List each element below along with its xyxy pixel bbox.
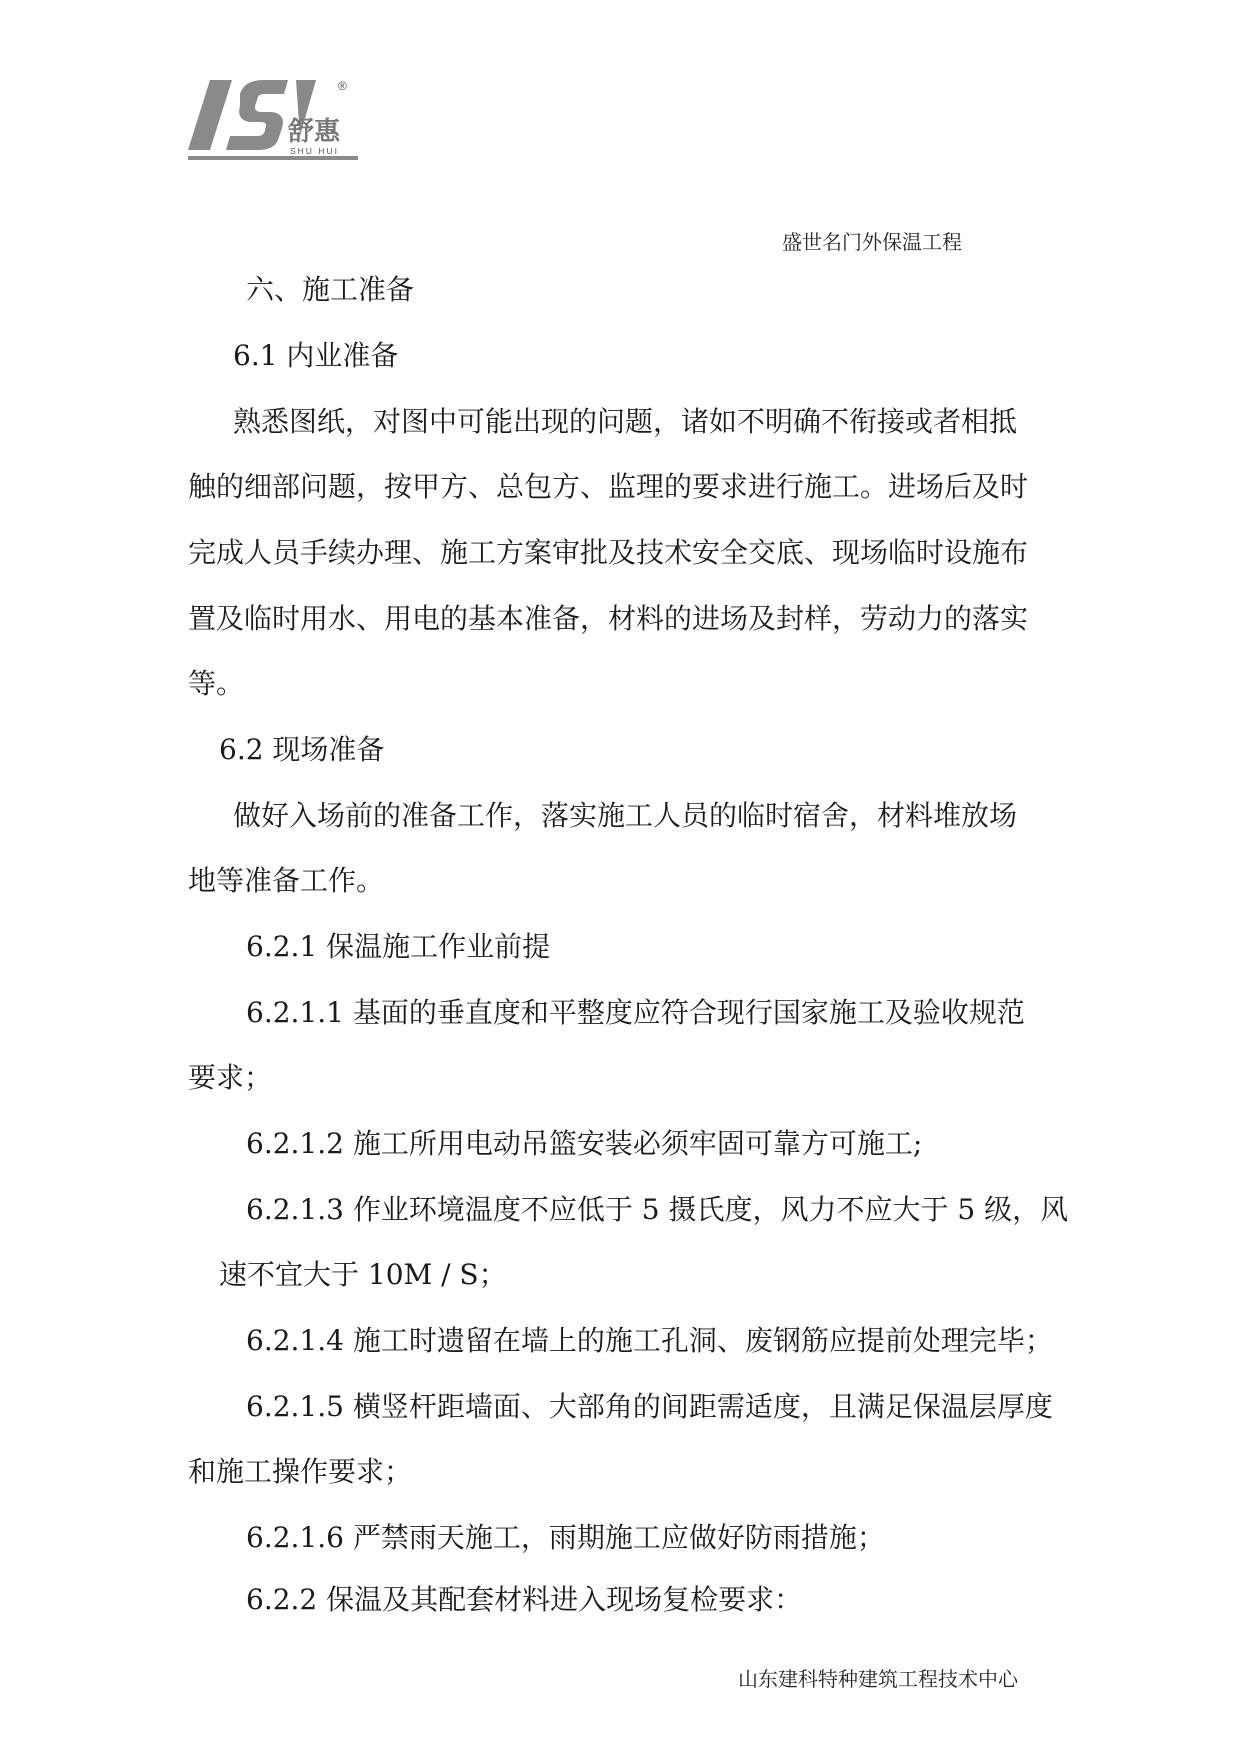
list-item: 速不宜大于 10M / S； — [219, 1258, 507, 1291]
list-item: 6.2.1.6 严禁雨天施工，雨期施工应做好防雨措施； — [246, 1521, 885, 1554]
paragraph-line: 触的细部问题，按甲方、总包方、监理的要求进行施工。进场后及时 — [188, 470, 1029, 503]
paragraph-line: 熟悉图纸，对图中可能出现的问题，诸如不明确不衔接或者相抵 — [233, 405, 1018, 438]
list-item: 6.2.1.2 施工所用电动吊篮安装必须牢固可靠方可施工; — [246, 1127, 923, 1160]
paragraph-line: 置及临时用水、用电的基本准备，材料的进场及封样，劳动力的落实 — [188, 602, 1029, 635]
list-item: 和施工操作要求； — [188, 1455, 413, 1488]
list-item: 6.2.1.4 施工时遗留在墙上的施工孔洞、废钢筋应提前处理完毕； — [246, 1324, 1053, 1357]
section-heading: 六、施工准备 — [246, 273, 415, 306]
subsection-heading: 6.2.2 保温及其配套材料进入现场复检要求： — [246, 1583, 803, 1616]
paragraph-line: 完成人员手续办理、施工方案审批及技术安全交底、现场临时设施布 — [188, 536, 1029, 569]
list-item: 6.2.1.3 作业环境温度不应低于 5 摄氏度，风力不应大于 5 级，风 — [246, 1193, 1069, 1226]
subsection-heading: 6.2.1 保温施工作业前提 — [246, 930, 551, 963]
list-item: 6.2.1.5 横竖杆距墙面、大部角的间距需适度，且满足保温层厚度 — [246, 1390, 1053, 1423]
brand-en: SHU HUI — [290, 146, 339, 156]
list-item: 要求； — [188, 1061, 273, 1094]
paragraph-line: 做好入场前的准备工作，落实施工人员的临时宿舍，材料堆放场 — [233, 799, 1018, 832]
paragraph-line: 地等准备工作。 — [188, 864, 385, 897]
paragraph-line: 等。 — [188, 667, 245, 700]
list-item: 6.2.1.1 基面的垂直度和平整度应符合现行国家施工及验收规范 — [246, 996, 1025, 1029]
project-title: 盛世名门外保温工程 — [782, 230, 962, 254]
subsection-heading: 6.2 现场准备 — [219, 733, 385, 766]
registered-mark: ® — [338, 79, 347, 93]
subsection-heading: 6.1 内业准备 — [233, 339, 399, 372]
footer-organization: 山东建科特种建筑工程技术中心 — [738, 1667, 1018, 1691]
shuhui-logo — [188, 78, 368, 170]
brand-cn: 舒惠 — [288, 117, 341, 147]
